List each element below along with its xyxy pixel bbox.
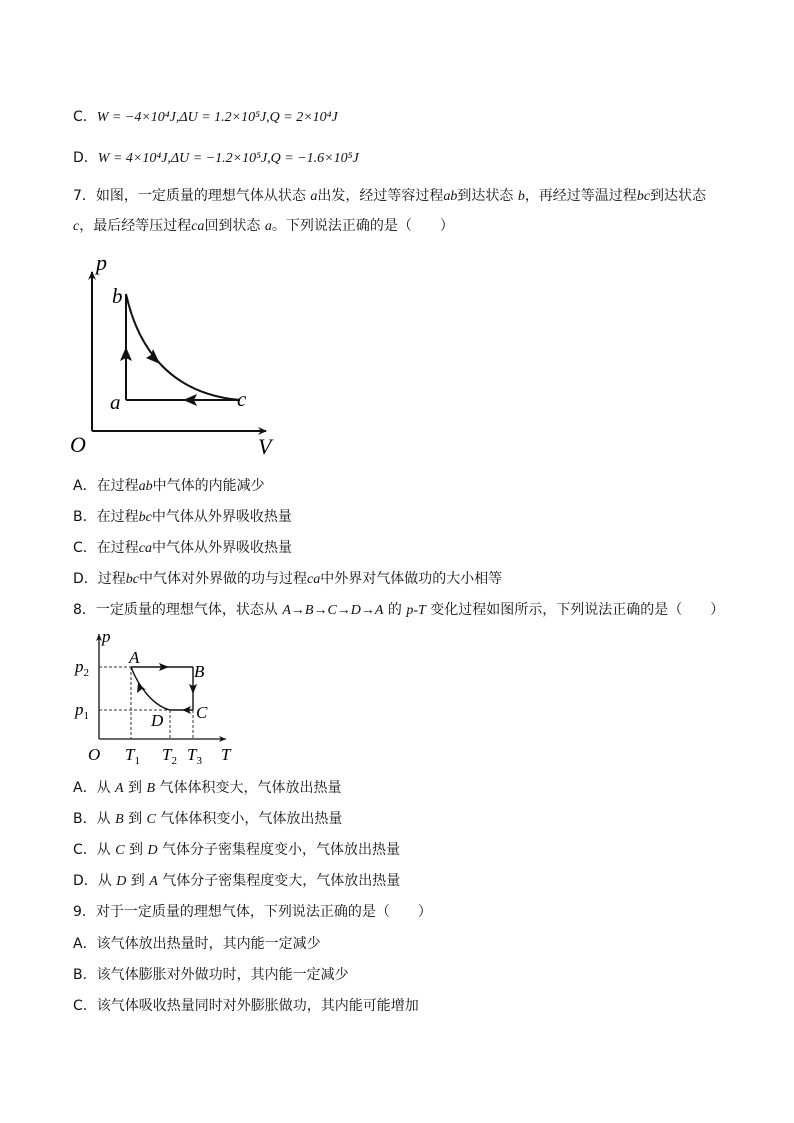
q6-option-c: [73, 107, 338, 128]
q8-option-c: [73, 840, 400, 861]
text: 到: [123, 780, 147, 796]
var: A: [149, 874, 158, 889]
var: ab: [443, 189, 458, 204]
var: A: [115, 781, 124, 796]
text: 的: [383, 602, 407, 618]
state-b-label: B: [194, 662, 205, 681]
t1-label: $T_1$: [125, 745, 140, 767]
text: 到: [123, 811, 147, 827]
var: a: [264, 219, 272, 234]
q7-option-b: [73, 507, 292, 528]
q9-stem: 9．对于一定质量的理想气体，下列说法正确的是（ ）: [73, 904, 432, 920]
var: D: [116, 874, 127, 889]
arrow-bc-down: [146, 349, 160, 364]
var: b: [517, 189, 525, 204]
q7-pv-diagram: [60, 248, 290, 466]
q8-pt-diagram: [74, 626, 244, 770]
text: 气体分子密集程度变大，气体放出热量: [157, 873, 401, 889]
text: 8．一定质量的理想气体，状态从: [73, 602, 283, 618]
q7-option-a: [73, 476, 265, 497]
text: 到达状态: [457, 188, 518, 204]
t2-label: $T_2$: [162, 745, 177, 767]
option-letter: C．: [73, 109, 97, 125]
q7-option-c: [73, 538, 292, 559]
option-letter: D．: [73, 150, 98, 166]
q8-option-b: [73, 809, 342, 830]
t3-label: $T_3$: [187, 745, 202, 767]
text: C．在过程: [73, 540, 139, 556]
text: 。下列说法正确的是（ ）: [271, 218, 454, 234]
text: B．在过程: [73, 509, 139, 525]
var: c: [73, 219, 80, 234]
state-d-label: D: [151, 711, 164, 730]
state-a-label: a: [110, 390, 121, 414]
formula: W = −4×10⁴J,ΔU = 1.2×10⁵J,Q = 2×10⁴J: [96, 110, 338, 125]
var: D: [147, 843, 158, 858]
q7-stem-line1: [73, 186, 706, 207]
q9-option-c: C．该气体吸收热量同时对外膨胀做功，其内能可能增加: [73, 998, 419, 1014]
text: 变化过程如图所示，下列说法正确的是（ ）: [425, 602, 725, 618]
text: 7．如图，一定质量的理想气体从状态: [73, 188, 311, 204]
text: 中气体从外界吸收热量: [151, 509, 292, 525]
var: a: [310, 189, 318, 204]
process-da-curve: [131, 667, 170, 710]
text: 气体分子密集程度变小，气体放出热量: [157, 842, 401, 858]
var: C: [115, 843, 125, 858]
text: ，最后经等压过程: [79, 218, 192, 234]
text: 到: [126, 873, 150, 889]
var: bc: [138, 510, 152, 525]
q9-option-b: B．该气体膨胀对外做功时，其内能一定减少: [73, 967, 349, 983]
text: 到: [124, 842, 148, 858]
origin-label: O: [70, 432, 86, 457]
state-c-label: c: [237, 387, 247, 411]
state-a-label: A: [129, 648, 140, 667]
p2-label: $p_2$: [75, 657, 89, 679]
var: ca: [307, 572, 321, 587]
text: 中气体对外界做的功与过程: [139, 571, 307, 587]
var: ca: [191, 219, 205, 234]
process-bc-curve: [126, 294, 240, 400]
p1-label: $p_1$: [75, 700, 89, 722]
text: D．过程: [73, 571, 126, 587]
text: A．从: [73, 780, 116, 796]
text: ，再经过等温过程: [524, 188, 637, 204]
text: C．从: [73, 842, 116, 858]
q8-option-d: [73, 871, 400, 892]
text: 气体体积变大，气体放出热量: [155, 780, 342, 796]
var: B: [115, 812, 124, 827]
text: 中气体从外界吸收热量: [152, 540, 292, 556]
var: ca: [138, 541, 152, 556]
v-axis-label: V: [258, 434, 272, 459]
q8-option-a: [73, 778, 342, 799]
text: B．从: [73, 811, 116, 827]
var: C: [146, 812, 156, 827]
formula: W = 4×10⁴J,ΔU = −1.2×10⁵J,Q = −1.6×10⁵J: [97, 151, 359, 166]
var: bc: [125, 572, 139, 587]
var: A→B→C→D→A: [282, 603, 384, 618]
text: 回到状态: [204, 218, 265, 234]
p-axis-label: p: [96, 250, 107, 275]
origin-label: O: [88, 745, 101, 764]
q9-option-a: A．该气体放出热量时，其内能一定减少: [73, 936, 321, 952]
text: 气体体积变小，气体放出热量: [155, 811, 343, 827]
var: B: [146, 781, 156, 796]
text: A．在过程: [73, 478, 139, 494]
state-b-label: b: [112, 284, 123, 308]
text: 中气体的内能减少: [152, 478, 265, 494]
text: 到达状态: [650, 188, 707, 204]
q7-stem-line2: [73, 216, 454, 237]
var: ab: [138, 479, 153, 494]
text: 出发，经过等容过程: [317, 188, 444, 204]
var: bc: [636, 189, 651, 204]
text: D．从: [73, 873, 117, 889]
text: 中外界对气体做功的大小相等: [320, 571, 503, 587]
q7-option-d: [73, 569, 502, 590]
p-axis-label: p: [102, 627, 111, 646]
var: p-T: [406, 603, 426, 618]
q6-option-d: [73, 148, 359, 169]
q8-stem: [73, 600, 724, 621]
state-c-label: C: [196, 703, 208, 722]
t-axis-label: T: [221, 745, 231, 764]
